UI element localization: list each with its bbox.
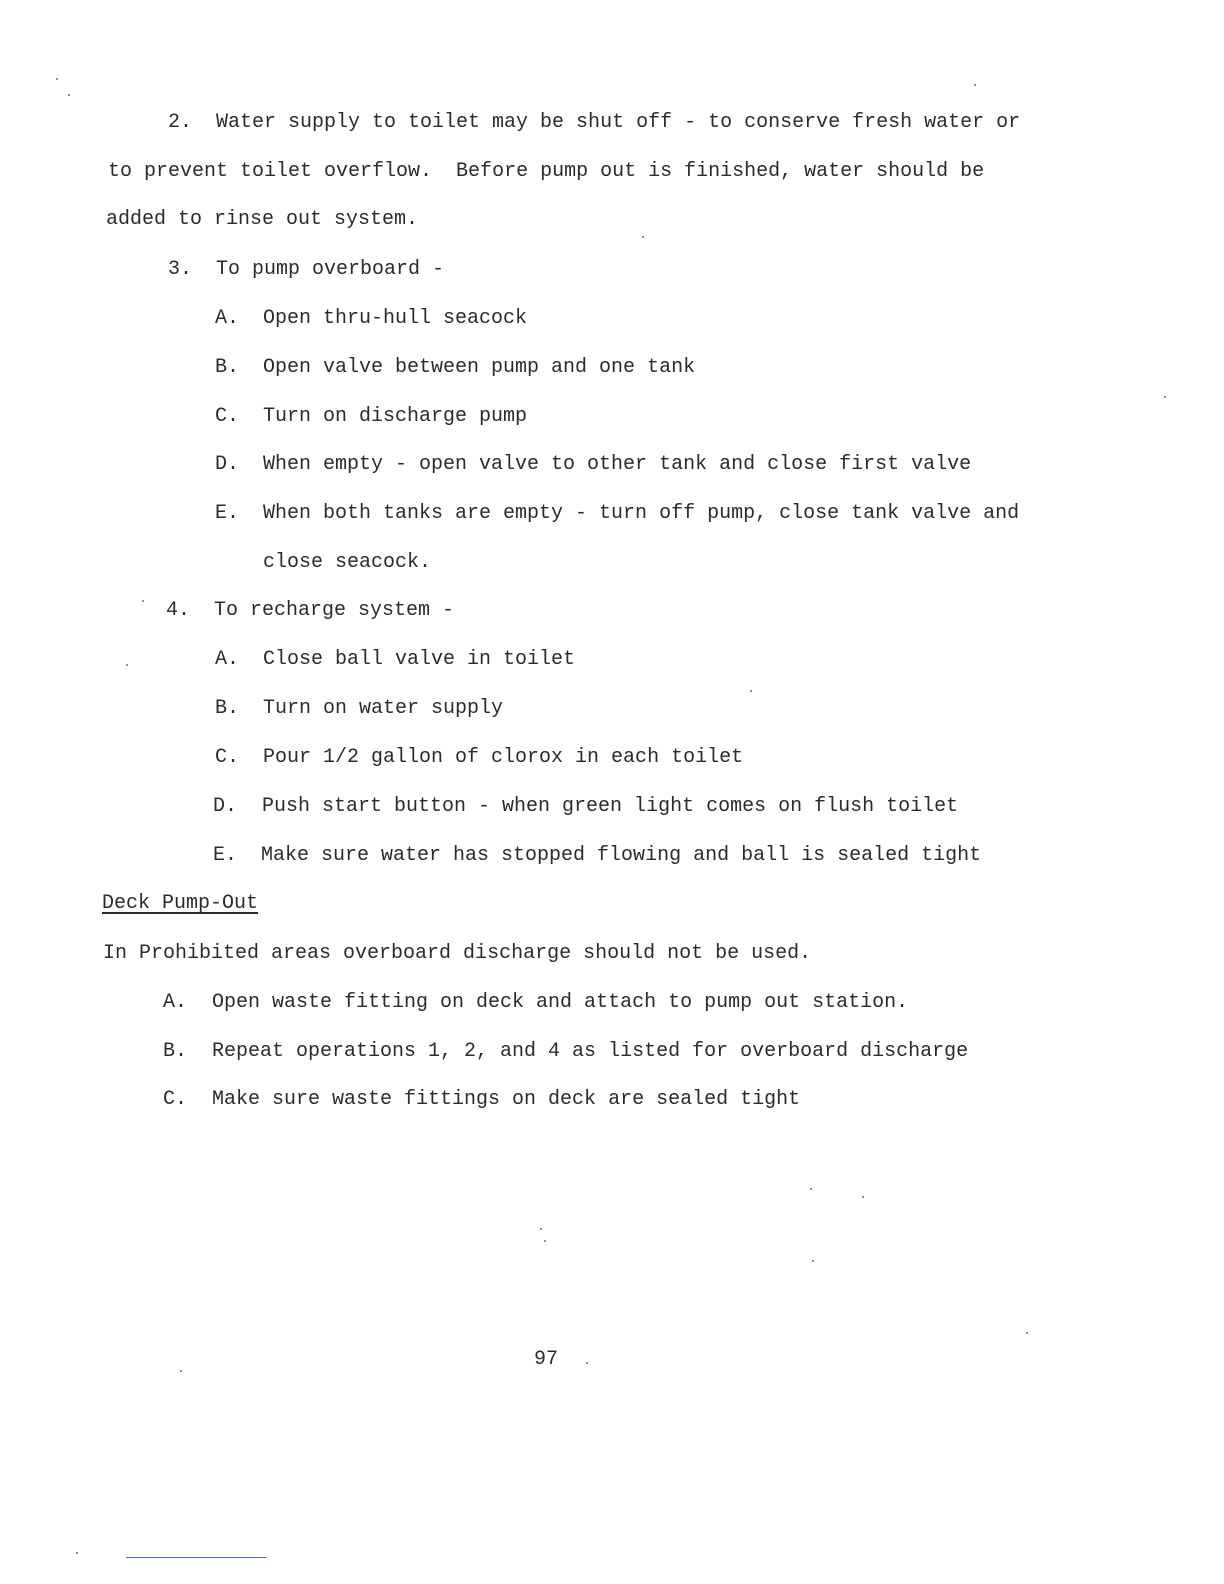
item-4d-letter: D. — [213, 795, 238, 818]
deck-step-a-letter: A. — [163, 991, 188, 1014]
speck — [1026, 1332, 1028, 1334]
bottom-rule — [126, 1557, 267, 1558]
speck — [974, 84, 976, 86]
speck — [540, 1228, 542, 1230]
speck — [642, 236, 644, 238]
speck — [56, 78, 58, 80]
deck-step-c-text: Make sure waste fittings on deck are sealed tight — [212, 1088, 801, 1111]
speck — [750, 690, 752, 692]
deck-step-a-text: Open waste fitting on deck and attach to pump out station. — [212, 991, 909, 1014]
item-4d-text: Push start button - when green light comes on flush toilet — [262, 795, 959, 818]
item-2-text-line-2: to prevent toilet overflow. Before pump out is finished, water should be — [108, 160, 985, 183]
item-3-number: 3. — [168, 258, 193, 281]
item-4b-letter: B. — [215, 697, 240, 720]
deck-step-b-letter: B. — [163, 1040, 188, 1063]
speck — [126, 664, 128, 666]
section-heading-deck-pump-out: Deck Pump-Out — [102, 892, 259, 915]
item-3d-letter: D. — [215, 453, 240, 476]
speck — [180, 1370, 182, 1372]
item-4-title: To recharge system - — [214, 599, 455, 622]
deck-step-b-text: Repeat operations 1, 2, and 4 as listed for overboard discharge — [212, 1040, 969, 1063]
speck — [142, 600, 144, 602]
item-2-text-line-1: Water supply to toilet may be shut off - to conserve fresh water or — [216, 111, 1021, 134]
speck — [862, 1196, 864, 1198]
speck — [76, 1552, 78, 1554]
item-4c-letter: C. — [215, 746, 240, 769]
speck — [68, 94, 70, 96]
item-4a-text: Close ball valve in toilet — [263, 648, 576, 671]
item-4e-text: Make sure water has stopped flowing and ball is sealed tight — [261, 844, 982, 867]
speck — [544, 1240, 546, 1242]
item-4c-text: Pour 1/2 gallon of clorox in each toilet — [263, 746, 744, 769]
item-3-title: To pump overboard - — [216, 258, 445, 281]
deck-section-intro: In Prohibited areas overboard discharge should not be used. — [103, 942, 812, 965]
item-3e-letter: E. — [215, 502, 240, 525]
speck — [810, 1188, 812, 1190]
item-3e-text-line-2: close seacock. — [263, 551, 432, 574]
item-4-number: 4. — [166, 599, 191, 622]
item-3d-text: When empty - open valve to other tank and close first valve — [263, 453, 972, 476]
item-3a-letter: A. — [215, 307, 240, 330]
speck — [1164, 396, 1166, 398]
item-4a-letter: A. — [215, 648, 240, 671]
item-3c-text: Turn on discharge pump — [263, 405, 528, 428]
item-4e-letter: E. — [213, 844, 238, 867]
speck — [586, 1362, 588, 1364]
deck-step-c-letter: C. — [163, 1088, 188, 1111]
item-3c-letter: C. — [215, 405, 240, 428]
item-2-text-line-3: added to rinse out system. — [106, 208, 419, 231]
page-number: 97 — [534, 1348, 559, 1371]
item-3b-letter: B. — [215, 356, 240, 379]
item-3b-text: Open valve between pump and one tank — [263, 356, 696, 379]
item-4b-text: Turn on water supply — [263, 697, 504, 720]
item-2-number: 2. — [168, 111, 193, 134]
item-3e-text-line-1: When both tanks are empty - turn off pump, close tank valve and — [263, 502, 1020, 525]
item-3a-text: Open thru-hull seacock — [263, 307, 528, 330]
speck — [812, 1260, 814, 1262]
